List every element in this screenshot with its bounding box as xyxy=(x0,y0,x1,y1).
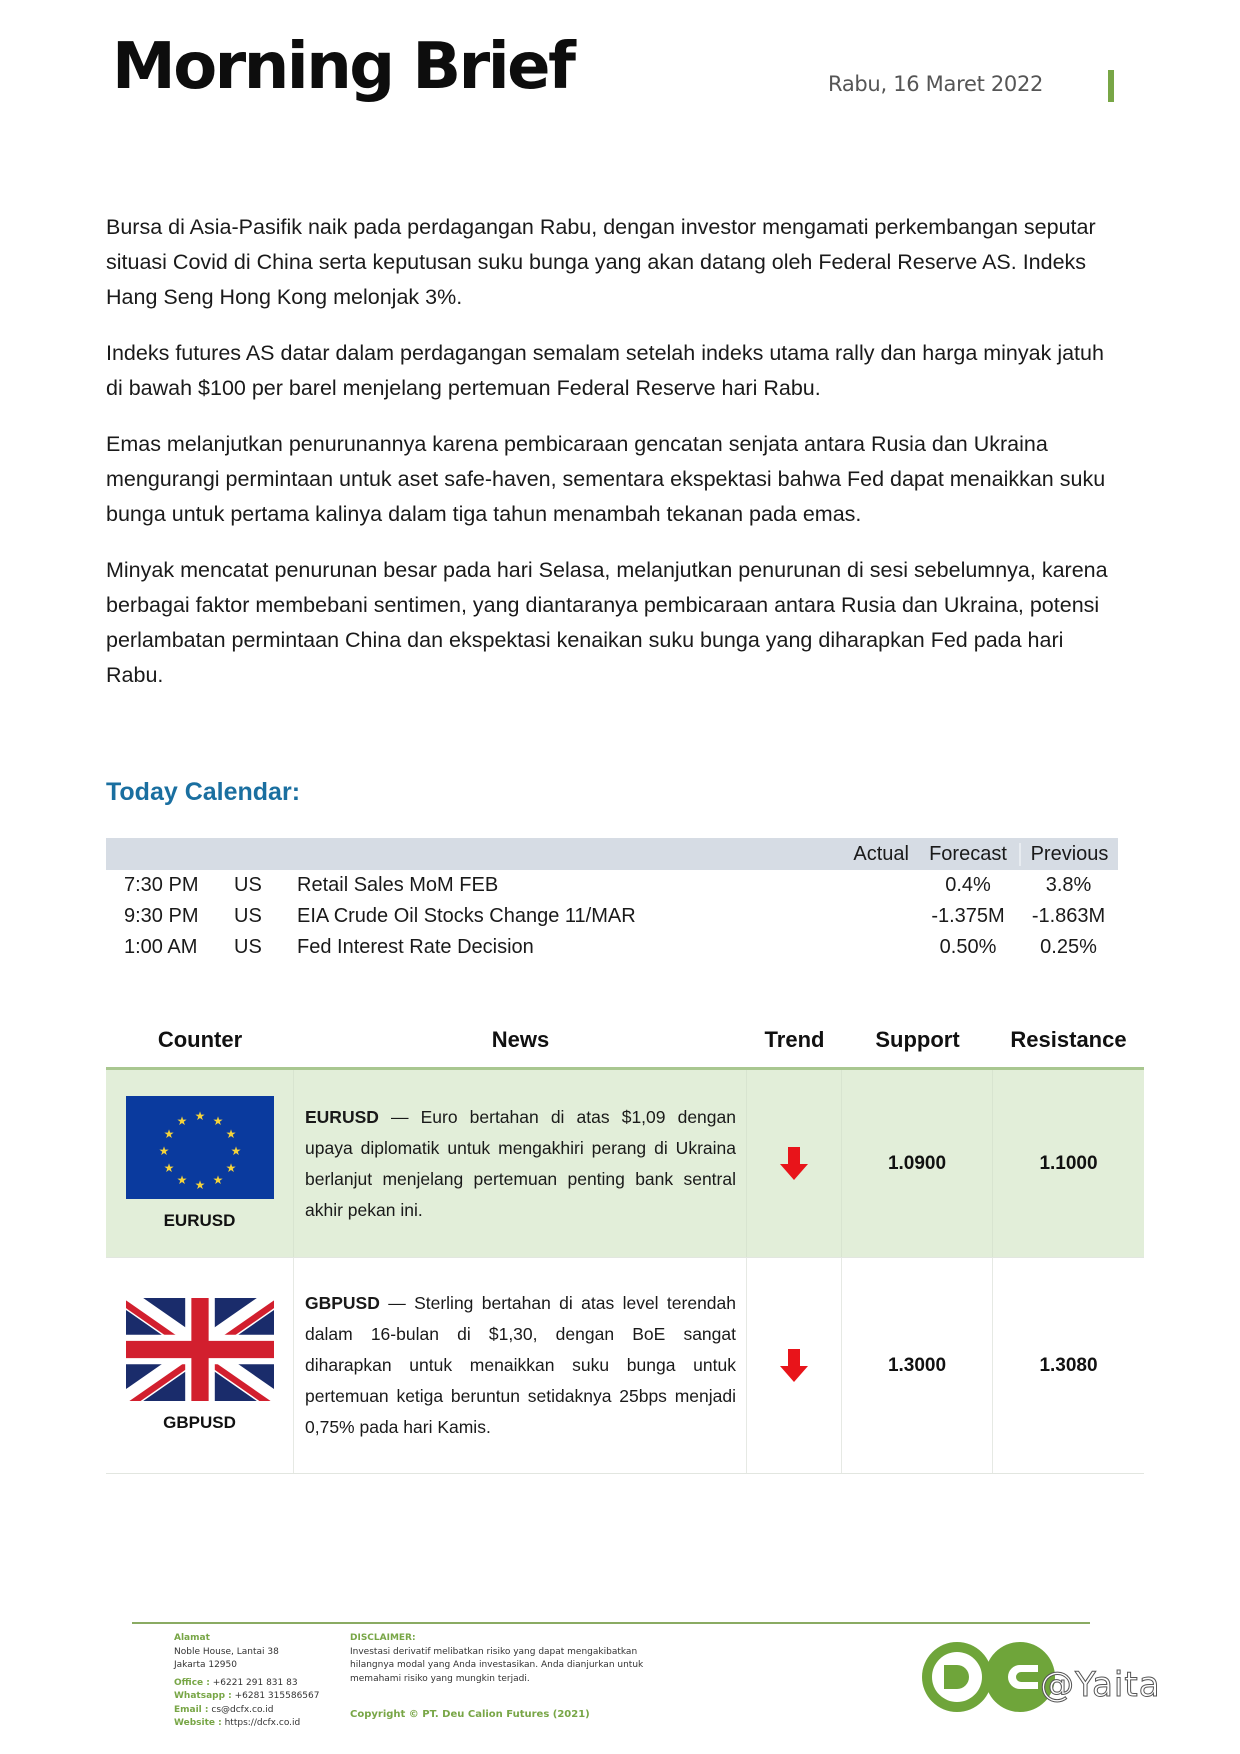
calendar-heading: Today Calendar: xyxy=(106,778,301,806)
paragraph: Indeks futures AS datar dalam perdagangan semalam setelah indeks utama rally dan harga minyak jatuh di bawah $100 per barel menjelang pertemuan Federal Reserve hari Rabu. xyxy=(106,341,1104,400)
calendar-table xyxy=(106,838,1118,963)
svg-text:★: ★ xyxy=(212,1173,223,1187)
paragraph: Bursa di Asia-Pasifik naik pada perdagangan Rabu, dengan investor mengamati perkembangan seputar situasi Covid di China serta keputusan suku bunga yang akan datang oleh Federal Reserve AS. Indeks Hang Seng Hong Kong melonjak 3%. xyxy=(106,215,1096,309)
svg-text:★: ★ xyxy=(176,1114,187,1128)
col-resistance: Resistance xyxy=(1010,1026,1127,1052)
email-link[interactable]: cs@dcfx.co.id xyxy=(208,1704,274,1715)
svg-text:★: ★ xyxy=(225,1161,236,1175)
footer-contact: Alamat Noble House, Lantai 38 Jakarta 12950 Office : +6221 291 831 83 Whatsapp : +6281 315586567 Email : cs@dcfx.co.id Website : https://dcfx.co.id xyxy=(174,1633,320,1728)
footer-disclaimer: DISCLAIMER: Investasi derivatif melibatkan risiko yang dapat mengakibatkan hilangnya modal yang Anda investasikan. Anda dianjurkan untuk memahami risiko yang mungkin terjadi. Copyright © PT. Deu Calion Futures (2021) xyxy=(350,1632,670,1722)
col-previous: Previous xyxy=(1019,843,1118,866)
watermark: @Yaita xyxy=(1040,1665,1161,1705)
svg-text:★: ★ xyxy=(176,1173,187,1187)
svg-text:★: ★ xyxy=(163,1161,174,1175)
uk-flag-icon xyxy=(126,1298,274,1401)
svg-text:★: ★ xyxy=(212,1114,223,1128)
calendar-row: 7:30 PM US Retail Sales MoM FEB 0.4% 3.8% xyxy=(124,874,1092,896)
support-value: 1.0900 xyxy=(842,1070,993,1257)
svg-text:★: ★ xyxy=(163,1127,174,1141)
svg-text:★: ★ xyxy=(194,1178,205,1192)
col-actual: Actual xyxy=(853,842,909,865)
calendar-header-row xyxy=(106,838,1118,870)
resistance-value: 1.1000 xyxy=(1039,1152,1098,1174)
col-counter: Counter xyxy=(157,1026,243,1052)
accent-bar xyxy=(1108,70,1114,102)
footer-divider xyxy=(132,1622,1090,1624)
market-summary xyxy=(106,210,1126,714)
calendar-row: 9:30 PM US EIA Crude Oil Stocks Change 11/MAR -1.375M -1.863M xyxy=(124,905,1106,927)
copyright: Copyright © PT. Deu Calion Futures (2021) xyxy=(350,1709,590,1720)
down-arrow-icon xyxy=(779,1349,809,1383)
svg-text:★: ★ xyxy=(225,1127,236,1141)
news-text: GBPUSD — Sterling bertahan di atas level terendah dalam 16-bulan di $1,30, dengan BoE sangat diharapkan untuk menaikkan suku bunga untuk pertemuan ketiga beruntun setidaknya 25bps menjadi 0,75% pada hari Kamis. xyxy=(305,1293,736,1437)
page-title: Morning Brief xyxy=(112,30,574,104)
col-forecast: Forecast xyxy=(929,842,1007,865)
paragraph: Emas melanjutkan penurunannya karena pembicaraan gencatan senjata antara Rusia dan Ukraina mengurangi permintaan untuk aset safe-haven, sementara ekspektasi bahwa Fed dapat menaikkan suku bunga untuk pertama kalinya dalam tiga tahun menambah tekanan pada emas. xyxy=(106,432,1106,526)
resistance-value: 1.3080 xyxy=(1039,1354,1098,1376)
eu-flag-icon xyxy=(126,1096,274,1199)
calendar-row: 1:00 AM US Fed Interest Rate Decision 0.50% 0.25% xyxy=(124,936,1097,958)
svg-text:★: ★ xyxy=(194,1109,205,1123)
col-trend: Trend xyxy=(764,1026,825,1052)
col-news: News xyxy=(491,1026,550,1052)
counter-table xyxy=(106,1012,1144,1474)
svg-text:★: ★ xyxy=(158,1144,169,1158)
report-date: Rabu, 16 Maret 2022 xyxy=(828,72,1044,96)
support-value: 1.3000 xyxy=(842,1258,993,1473)
counter-row-gbpusd xyxy=(106,1258,1144,1474)
svg-text:★: ★ xyxy=(230,1144,241,1158)
counter-pair-label: EURUSD xyxy=(163,1211,236,1230)
website-link[interactable]: https://dcfx.co.id xyxy=(221,1718,301,1728)
paragraph: Minyak mencatat penurunan besar pada hari Selasa, melanjutkan penurunan di sesi sebelumnya, karena berbagai faktor membebani sentimen, yang diantaranya pembicaraan antara Rusia dan Ukraina, potensi perlambatan permintaan China dan ekspektasi kenaikan suku bunga yang diharapkan Fed pada hari Rabu. xyxy=(106,558,1108,687)
col-support: Support xyxy=(875,1026,960,1052)
down-arrow-icon xyxy=(779,1147,809,1181)
counter-header-row xyxy=(106,1012,1144,1070)
counter-pair-label: GBPUSD xyxy=(163,1413,236,1432)
news-text: EURUSD — Euro bertahan di atas $1,09 dengan upaya diplomatik untuk mengakhiri perang di Ukraina berlanjut menjelang pertemuan penting bank sentral akhir pekan ini. xyxy=(305,1106,736,1220)
counter-row-eurusd xyxy=(106,1070,1144,1258)
